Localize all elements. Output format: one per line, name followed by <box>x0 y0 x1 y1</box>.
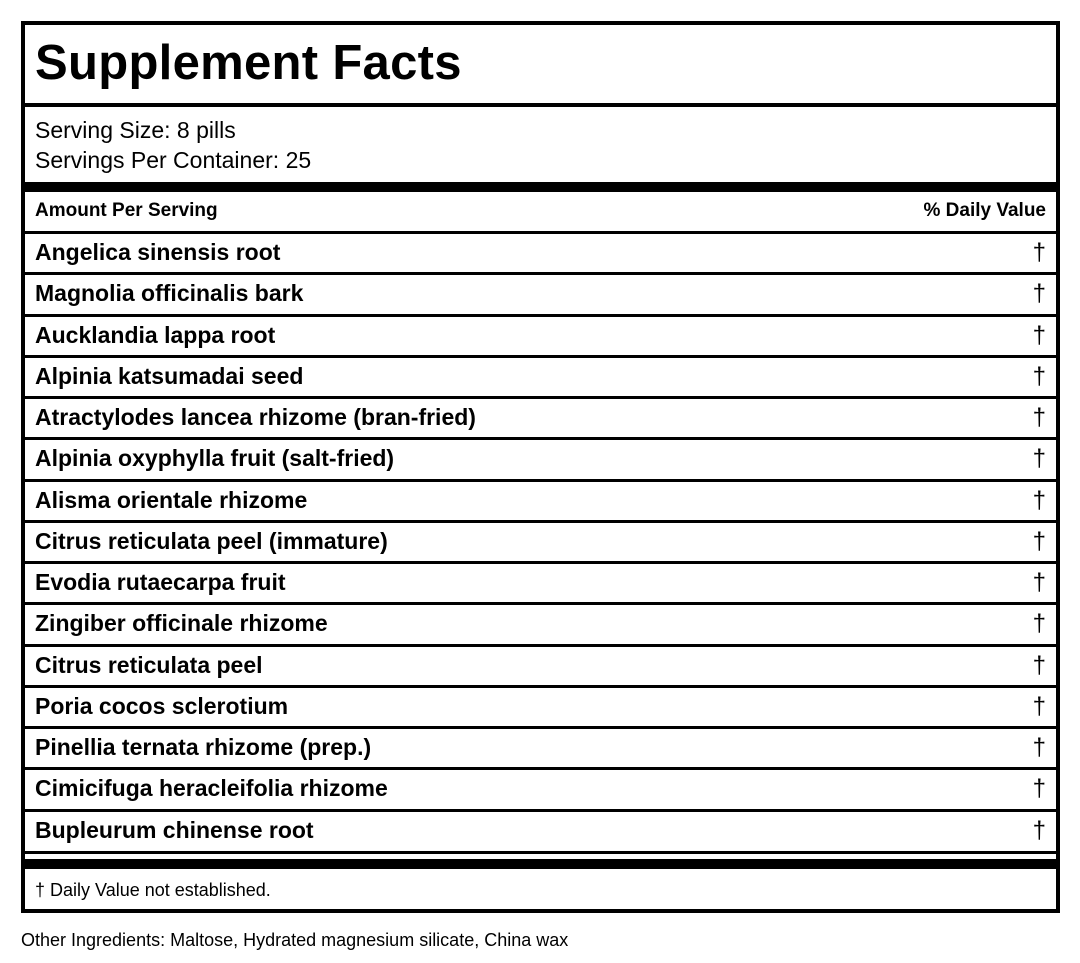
ingredient-name: Angelica sinensis root <box>35 239 281 265</box>
daily-value-header: % Daily Value <box>923 200 1046 221</box>
title-divider <box>25 103 1056 107</box>
ingredient-daily-value: † <box>1032 734 1046 761</box>
ingredient-daily-value: † <box>1032 280 1046 308</box>
ingredient-daily-value: † <box>1032 321 1046 349</box>
serving-size: Serving Size: 8 pills <box>35 117 236 143</box>
ingredient-name: Citrus reticulata peel (immature) <box>35 527 388 554</box>
ingredient-name: Alpinia katsumadai seed <box>35 362 304 389</box>
thick-divider-top <box>25 182 1056 192</box>
ingredient-row <box>25 479 1056 520</box>
ingredient-daily-value: † <box>1032 527 1046 555</box>
ingredient-row <box>25 685 1056 726</box>
ingredient-daily-value: † <box>1032 445 1046 473</box>
ingredient-daily-value: † <box>1032 569 1046 596</box>
ingredient-name: Zingiber officinale rhizome <box>35 610 328 637</box>
ingredient-daily-value: † <box>1032 775 1046 803</box>
ingredient-list <box>25 231 1056 850</box>
label-title: Supplement Facts <box>35 36 462 90</box>
ingredient-name: Evodia rutaecarpa fruit <box>35 569 286 595</box>
daily-value-footnote: † Daily Value not established. <box>35 880 271 900</box>
ingredient-daily-value: † <box>1032 610 1046 638</box>
ingredient-row <box>25 602 1056 643</box>
ingredient-name: Poria cocos sclerotium <box>35 692 289 719</box>
ingredient-name: Alpinia oxyphylla fruit (salt-fried) <box>35 445 395 472</box>
ingredient-row <box>25 520 1056 561</box>
supplement-facts-panel <box>21 21 1060 913</box>
ingredient-row <box>25 272 1056 313</box>
ingredient-row <box>25 644 1056 685</box>
servings-per-container: Servings Per Container: 25 <box>35 147 312 173</box>
ingredient-name: Bupleurum chinense root <box>35 816 314 843</box>
ingredient-name: Cimicifuga heracleifolia rhizome <box>35 775 388 802</box>
amount-per-serving-header: Amount Per Serving <box>35 200 218 221</box>
ingredient-daily-value: † <box>1032 404 1046 431</box>
ingredient-daily-value: † <box>1032 651 1046 679</box>
list-end-divider <box>25 851 1056 854</box>
ingredient-row <box>25 561 1056 602</box>
ingredient-row <box>25 231 1056 272</box>
ingredient-row <box>25 396 1056 437</box>
ingredient-daily-value: † <box>1032 486 1046 514</box>
ingredient-row <box>25 809 1056 850</box>
ingredient-row <box>25 726 1056 767</box>
ingredient-row <box>25 437 1056 478</box>
ingredient-name: Aucklandia lappa root <box>35 321 276 348</box>
other-ingredients: Other Ingredients: Maltose, Hydrated magnesium silicate, China wax <box>21 930 569 950</box>
ingredient-daily-value: † <box>1032 816 1046 844</box>
ingredient-daily-value: † <box>1032 692 1046 720</box>
ingredient-name: Alisma orientale rhizome <box>35 486 308 513</box>
ingredient-name: Magnolia officinalis bark <box>35 280 304 307</box>
ingredient-name: Pinellia ternata rhizome (prep.) <box>35 734 372 760</box>
thick-divider-bottom <box>25 859 1056 869</box>
ingredient-daily-value: † <box>1032 362 1046 390</box>
ingredient-row <box>25 767 1056 808</box>
ingredient-daily-value: † <box>1032 239 1046 266</box>
ingredient-row <box>25 314 1056 355</box>
ingredient-row <box>25 355 1056 396</box>
ingredient-name: Citrus reticulata peel <box>35 651 263 678</box>
ingredient-name: Atractylodes lancea rhizome (bran-fried) <box>35 404 476 430</box>
